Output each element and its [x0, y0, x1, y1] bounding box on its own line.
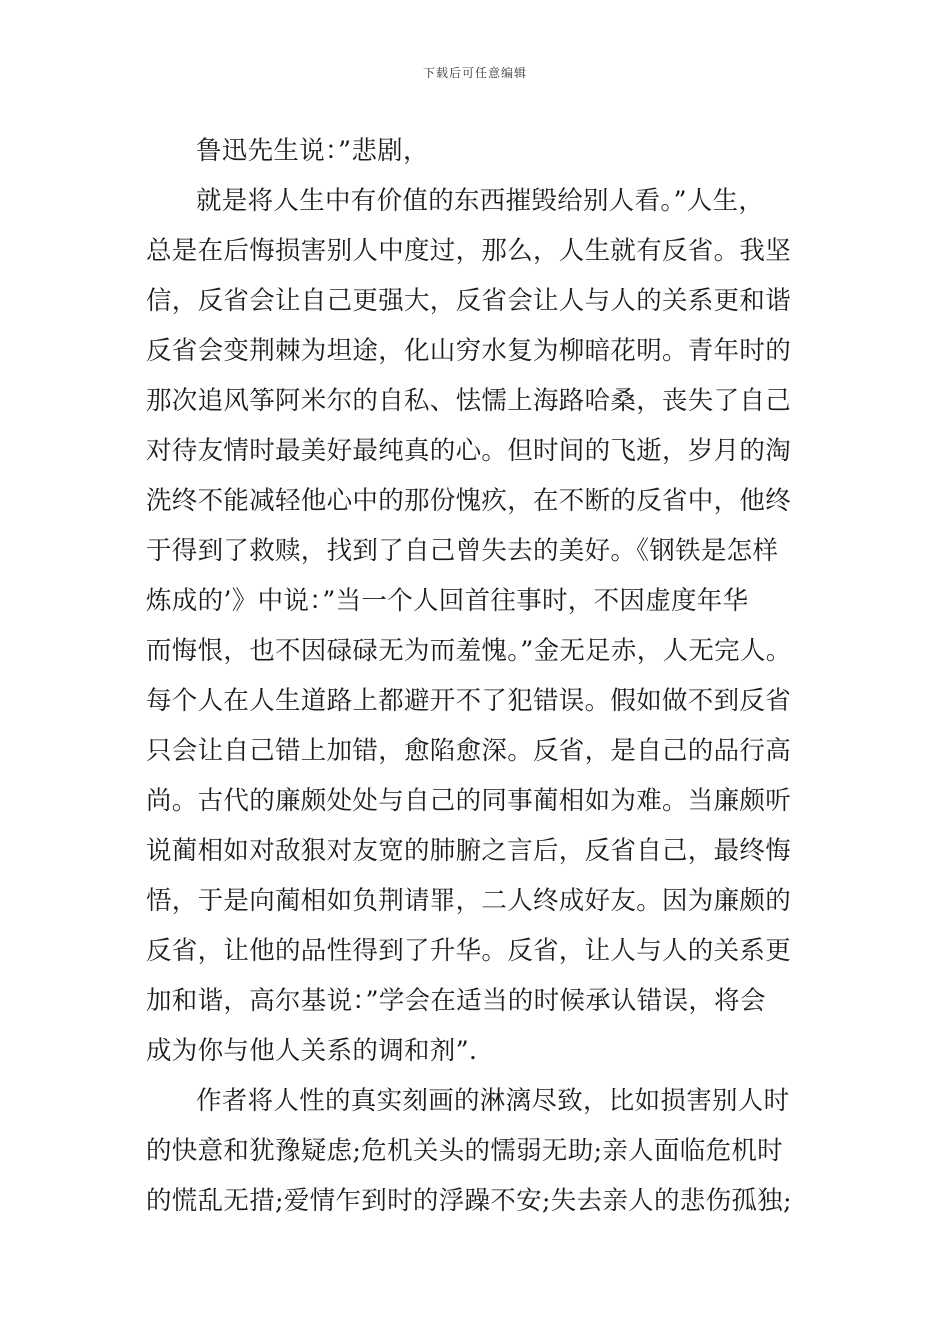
text-line: 反省会变荆棘为坦途，化山穷水复为柳暗花明。青年时的	[146, 336, 792, 366]
text-line: 炼成的’》中说：”当一个人回首往事时，不因虚度年华	[146, 586, 749, 616]
page-header: 下载后可任意编辑	[422, 66, 527, 80]
text-line: 洗终不能减轻他心中的那份愧疚，在不断的反省中，他终	[146, 486, 792, 516]
text-line: 于得到了救赎，找到了自己曾失去的美好。《钢铁是怎样	[146, 536, 779, 566]
text-line: 反省，让他的品性得到了升华。反省，让人与人的关系更	[146, 936, 792, 966]
document-body	[146, 126, 826, 1226]
text-line: 只会让自己错上加错，愈陷愈深。反省，是自己的品行高	[146, 736, 792, 766]
text-line: 的快意和犹豫疑虑;危机关头的懦弱无助;亲人面临危机时	[146, 1136, 783, 1166]
text-line: 尚。古代的廉颇处处与自己的同事蔺相如为难。当廉颇听	[146, 786, 792, 816]
text-line: 而悔恨，也不因碌碌无为而羞愧。”金无足赤，人无完人。	[146, 636, 792, 666]
text-line: 作者将人性的真实刻画的淋漓尽致，比如损害别人时	[196, 1086, 790, 1116]
text-line: 悟，于是向蔺相如负荆请罪，二人终成好友。因为廉颇的	[146, 886, 792, 916]
text-line: 每个人在人生道路上都避开不了犯错误。假如做不到反省	[146, 686, 792, 716]
text-line: 加和谐，高尔基说：”学会在适当的时候承认错误，将会	[146, 986, 766, 1016]
text-line: 就是将人生中有价值的东西摧毁给别人看。”人生，	[196, 186, 765, 216]
text-line: 说蔺相如对敌狠对友宽的肺腑之言后，反省自己，最终悔	[146, 836, 792, 866]
text-line: 的慌乱无措;爱情乍到时的浮躁不安;失去亲人的悲伤孤独;	[146, 1186, 792, 1216]
text-line: 鲁迅先生说：”悲剧，	[196, 136, 429, 166]
text-line: 信，反省会让自己更强大，反省会让人与人的关系更和谐	[146, 286, 792, 316]
text-line: 成为你与他人关系的调和剂”.	[146, 1036, 478, 1066]
text-line: 对待友情时最美好最纯真的心。但时间的飞逝，岁月的淘	[146, 436, 792, 466]
text-line: 总是在后悔损害别人中度过，那么，人生就有反省。我坚	[146, 236, 792, 266]
text-line: 那次追风筝阿米尔的自私、怯懦上海路哈桑，丧失了自己	[146, 386, 792, 416]
